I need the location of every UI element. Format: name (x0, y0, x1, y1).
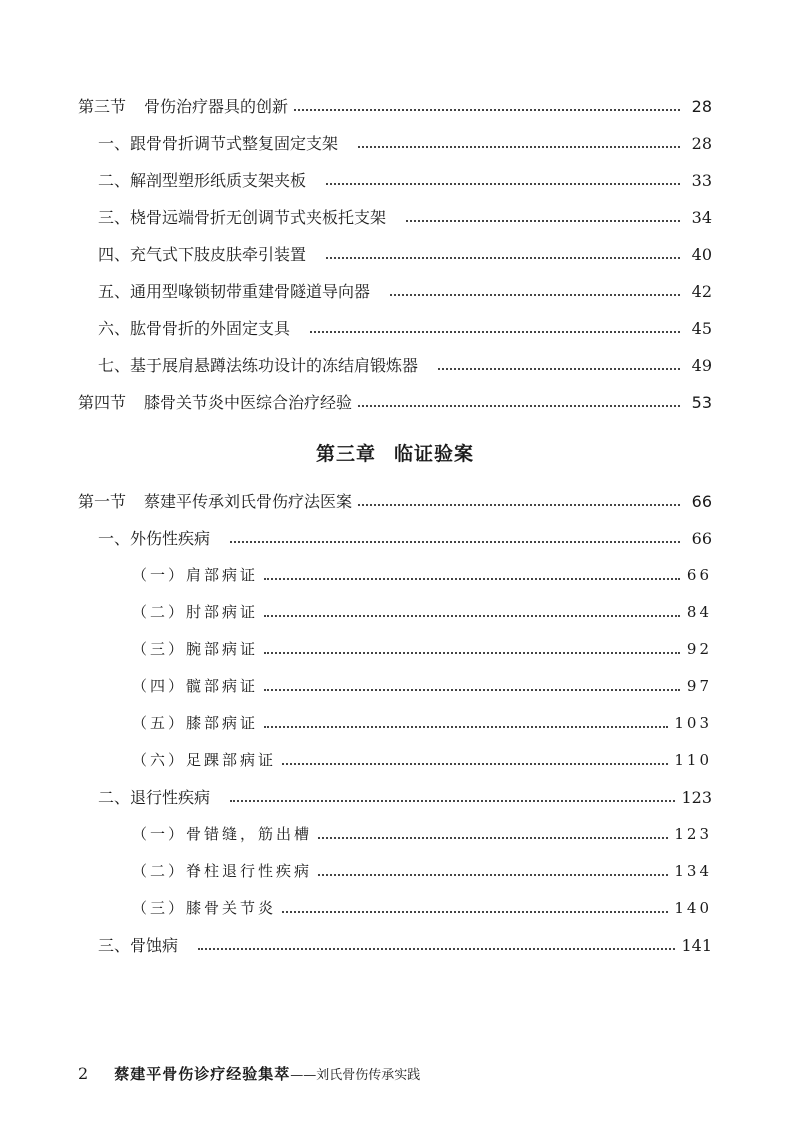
page-ref: 42 (691, 281, 712, 301)
page-ref: 49 (691, 355, 712, 375)
toc-subentry[interactable] (78, 594, 712, 631)
page-ref: 92 (686, 640, 712, 658)
page-ref: 66 (686, 566, 712, 584)
page-ref: 28 (691, 133, 712, 153)
page-ref: 123 (674, 825, 712, 843)
dot-leader (294, 108, 680, 111)
toc-entry[interactable] (78, 162, 712, 199)
page-ref: 66 (691, 528, 712, 548)
dot-leader (358, 404, 680, 407)
dot-leader (282, 762, 668, 765)
toc-entry-section[interactable] (78, 384, 712, 421)
section-title: 蔡建平传承刘氏骨伤疗法医案 (144, 491, 353, 511)
chapter-heading (78, 421, 712, 483)
section-number: 第四节 (78, 392, 127, 412)
entry-title: 一、外伤性疾病 (98, 528, 211, 548)
entry-title: （二）脊柱退行性疾病 (132, 862, 313, 880)
dot-leader (406, 219, 680, 222)
dot-leader (358, 145, 680, 148)
book-subtitle: ——刘氏骨伤传承实践 (290, 1067, 421, 1083)
entry-title: 一、跟骨骨折调节式整复固定支架 (98, 133, 339, 153)
toc-entry-section[interactable] (78, 483, 712, 520)
entry-title: 三、骨蚀病 (98, 935, 179, 955)
toc-entry[interactable] (78, 236, 712, 273)
toc-entry-section[interactable] (78, 88, 712, 125)
toc-entry[interactable] (78, 347, 712, 384)
entry-title: （六）足踝部病证 (132, 751, 277, 769)
page-ref: 140 (674, 899, 712, 917)
toc-subentry[interactable] (78, 742, 712, 779)
dot-leader (358, 503, 680, 506)
page-ref: 123 (681, 787, 712, 807)
entry-title: （四）髋部病证 (132, 677, 259, 695)
toc-subentry[interactable] (78, 631, 712, 668)
toc-subentry[interactable] (78, 668, 712, 705)
page-ref: 134 (674, 862, 712, 880)
entry-title: 四、充气式下肢皮肤牵引装置 (98, 244, 307, 264)
page-ref: 103 (674, 714, 712, 732)
page-ref: 28 (691, 96, 712, 116)
entry-title: （三）膝骨关节炎 (132, 899, 277, 917)
page-ref: 33 (691, 170, 712, 190)
page-ref: 84 (686, 603, 712, 621)
dot-leader (390, 293, 680, 296)
toc-subentry[interactable] (78, 816, 712, 853)
dot-leader (318, 836, 668, 839)
toc-subentry[interactable] (78, 705, 712, 742)
dot-leader (326, 182, 680, 185)
page-ref: 40 (691, 244, 712, 264)
toc-subentry[interactable] (78, 890, 712, 927)
toc-entry[interactable] (78, 310, 712, 347)
dot-leader (198, 947, 675, 950)
page-ref: 141 (681, 935, 712, 955)
toc-entry[interactable] (78, 520, 712, 557)
toc-entry[interactable] (78, 125, 712, 162)
dot-leader (264, 725, 668, 728)
page-ref: 110 (674, 751, 712, 769)
entry-title: （一）肩部病证 (132, 566, 259, 584)
chapter-number: 第三章 (315, 442, 376, 465)
dot-leader (230, 540, 680, 543)
dot-leader (230, 799, 675, 802)
dot-leader (264, 651, 680, 654)
toc-entry[interactable] (78, 779, 712, 816)
page-ref: 66 (691, 491, 712, 511)
entry-title: （三）腕部病证 (132, 640, 259, 658)
page-number: 2 (78, 1063, 89, 1083)
dot-leader (326, 256, 680, 259)
chapter-title: 临证验案 (394, 442, 475, 465)
entry-title: （二）肘部病证 (132, 603, 259, 621)
entry-title: 二、退行性疾病 (98, 787, 211, 807)
section-number: 第一节 (78, 491, 127, 511)
entry-title: 五、通用型喙锁韧带重建骨隧道导向器 (98, 281, 371, 301)
section-title: 膝骨关节炎中医综合治疗经验 (144, 392, 353, 412)
page-ref: 34 (691, 207, 712, 227)
book-title: 蔡建平骨伤诊疗经验集萃 (114, 1064, 291, 1083)
toc-entry[interactable] (78, 273, 712, 310)
page-ref: 53 (691, 392, 712, 412)
dot-leader (264, 614, 680, 617)
page-ref: 45 (691, 318, 712, 338)
toc-subentry[interactable] (78, 853, 712, 890)
page-footer (78, 1060, 420, 1086)
entry-title: 三、桡骨远端骨折无创调节式夹板托支架 (98, 207, 387, 227)
dot-leader (438, 367, 680, 370)
dot-leader (264, 688, 680, 691)
dot-leader (310, 330, 680, 333)
section-number: 第三节 (78, 96, 127, 116)
entry-title: （一）骨错缝，筋出槽 (132, 825, 313, 843)
table-of-contents (78, 88, 712, 964)
dot-leader (318, 873, 668, 876)
page-ref: 97 (686, 677, 712, 695)
toc-subentry[interactable] (78, 557, 712, 594)
toc-entry[interactable] (78, 199, 712, 236)
entry-title: 六、肱骨骨折的外固定支具 (98, 318, 291, 338)
entry-title: （五）膝部病证 (132, 714, 259, 732)
dot-leader (282, 910, 668, 913)
dot-leader (264, 577, 680, 580)
entry-title: 七、基于展肩悬蹲法练功设计的冻结肩锻炼器 (98, 355, 419, 375)
section-title: 骨伤治疗器具的创新 (144, 96, 289, 116)
entry-title: 二、解剖型塑形纸质支架夹板 (98, 170, 307, 190)
toc-entry[interactable] (78, 927, 712, 964)
